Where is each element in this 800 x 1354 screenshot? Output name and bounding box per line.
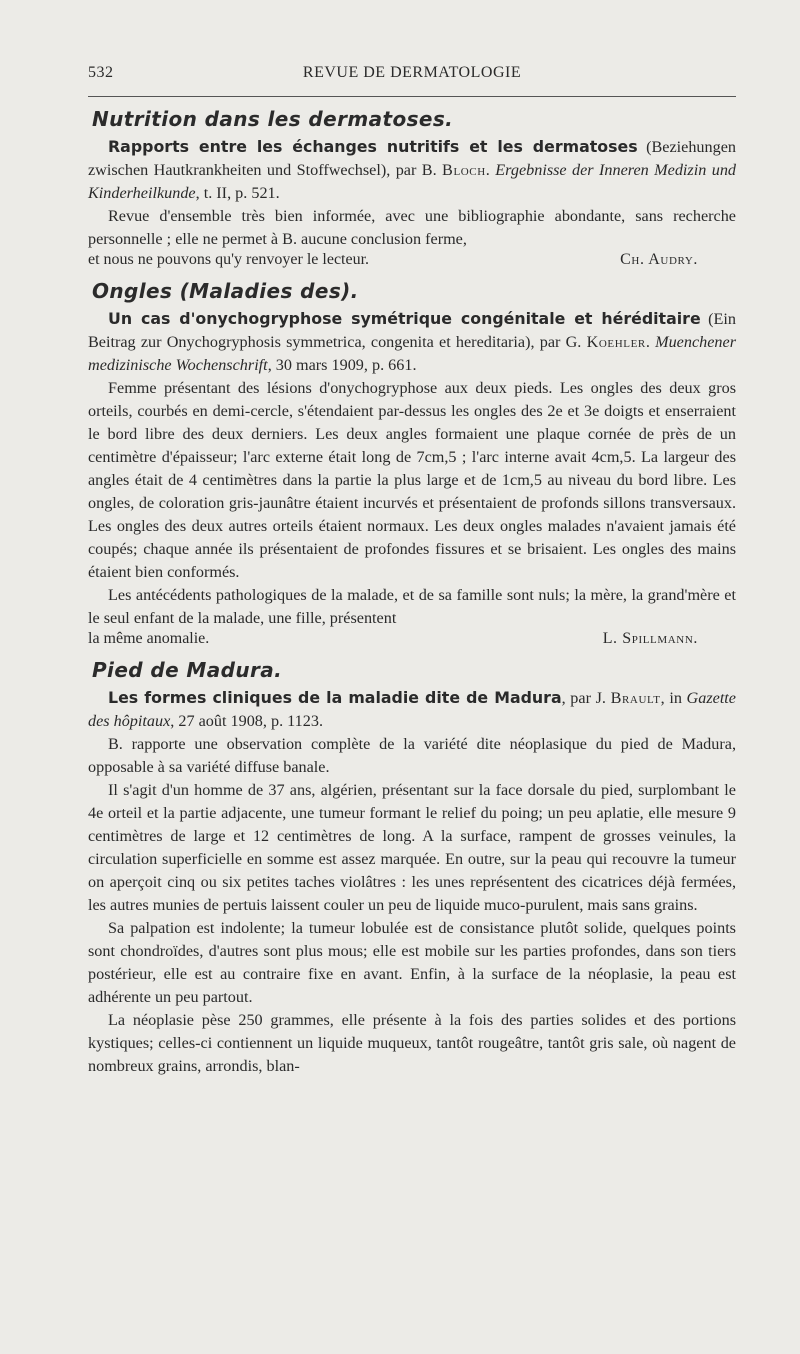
reference-text: (Beziehungen zwischen Hautkrankheiten und Stoffwechsel), par B. (88, 138, 736, 179)
section-title: Ongles (Maladies des). (92, 279, 359, 303)
reference-text: , t. II, p. 521. (195, 184, 280, 202)
reference-author: Koehler (586, 333, 646, 351)
reference-text: , 30 mars 1909, p. 661. (267, 356, 417, 374)
paragraph: Revue d'ensemble très bien informée, avec une bibliographie abondante, sans recherche personnelle ; elle ne permet à B. aucune conclusion ferme, (88, 207, 736, 248)
reference-journal: Muenchener medizinische Wochenschrift (88, 333, 736, 374)
section-title: Nutrition dans les dermatoses. (92, 107, 454, 131)
page-header (88, 58, 736, 88)
reference (88, 307, 736, 377)
reference-author: Bloch (442, 161, 486, 179)
section-title: Pied de Madura. (92, 658, 283, 682)
signature: L. Spillmann. (602, 630, 698, 647)
header-rule (88, 96, 736, 97)
section (88, 658, 736, 1078)
reference-text: . (645, 333, 656, 351)
paragraph: Les antécédents pathologiques de la malade, et de sa famille sont nuls; la mère, la grand'mère et le seul enfant de la malade, une fille, présentent (88, 586, 736, 627)
paragraph: Femme présentant des lésions d'onychogryphose aux deux pieds. Les ongles des deux gros orteils, courbés en demi-cercle, s'étendaient par-dessus les ongles des 2e et 3e doigts et enserraient le bord libre des deux derniers. Les deux angles formaient une plaque cornée de près de un centimètre d'épaisseur; l'arc externe était long de 7cm,5 ; l'arc interne avait 4cm,5. La largeur des angles était de 4 centimètres dans la partie la plus large et de 1cm,5 au niveau du bord libre. Les ongles, de coloration gris-jaunâtre étaient incurvés et présentaient de profonds sillons transversaux. Les ongles des deux autres orteils étaient normaux. Les deux ongles malades n'avaient jamais été coupés; chaque année ils présentaient de profondes fissures et se brisaient. Les ongles des mains étaient bien conformés. (88, 379, 736, 581)
reference-title: Un cas d'onychogryphose symétrique congénitale et héréditaire (108, 309, 701, 328)
reference-text: . (485, 161, 496, 179)
reference (88, 686, 736, 733)
reference-title: Les formes cliniques de la maladie dite de Madura (108, 688, 562, 707)
paragraph: B. rapporte une observation complète de la variété dite néoplasique du pied de Madura, opposable à sa variété diffuse banale. (88, 735, 736, 776)
section (88, 279, 736, 648)
signature-line (88, 251, 736, 269)
paragraph-last-line: la même anomalie. (88, 630, 210, 647)
reference-text: (Ein Beitrag zur Onychogryphosis symmetrica, congenita et hereditaria), par G. (88, 310, 736, 351)
paragraph: Il s'agit d'un homme de 37 ans, algérien, présentant sur la face dorsale du pied, surplombant le 4e orteil et la partie adjacente, une tumeur formant le relief du poing; un peu aplatie, elle mesure 9 centimètres de large et 12 centimètres de long. A la surface, rampent de grosses veinules, la circulation superficielle en somme est assez marquée. En outre, sur la peau qui recouvre la tumeur on aperçoit cinq ou six petites taches violâtres : les unes représentent des cicatrices déjà fermées, les autres munies de pertuis laissent couler un peu de liquide muco-purulent, mais sans grains. (88, 781, 736, 914)
section (88, 107, 736, 269)
running-title: REVUE DE DERMATOLOGIE (302, 64, 522, 81)
reference-author: Brault (610, 689, 661, 707)
reference-text: , 27 août 1908, p. 1123. (170, 712, 324, 730)
paragraph: Sa palpation est indolente; la tumeur lobulée est de consistance plutôt solide, quelques points sont chondroïdes, d'autres sont plus mous; elle est mobile sur les parties profondes, dans son tiers postérieur, elle est au contraire fixe en avant. Enfin, à la surface de la néoplasie, la peau est adhérente un peu partout. (88, 919, 736, 1006)
page-number: 532 (88, 64, 114, 81)
signature: Ch. Audry. (620, 251, 698, 268)
reference-text: , in (660, 689, 687, 707)
paragraph: La néoplasie pèse 250 grammes, elle présente à la fois des parties solides et des portions kystiques; celles-ci contiennent un liquide muqueux, tantôt rougeâtre, tantôt gris sale, où nagent de nombreux grains, arrondis, blan- (88, 1011, 736, 1075)
reference-journal: Ergebnisse der Inneren Medizin und Kinderheilkunde (88, 161, 737, 202)
reference-title: Rapports entre les échanges nutritifs et les dermatoses (108, 137, 638, 156)
reference-journal: Gazette des hôpitaux (88, 689, 736, 730)
paragraph-last-line: et nous ne pouvons qu'y renvoyer le lecteur. (88, 251, 370, 268)
reference-text: , par J. (561, 689, 611, 707)
reference (88, 135, 736, 205)
signature-line (88, 630, 736, 648)
